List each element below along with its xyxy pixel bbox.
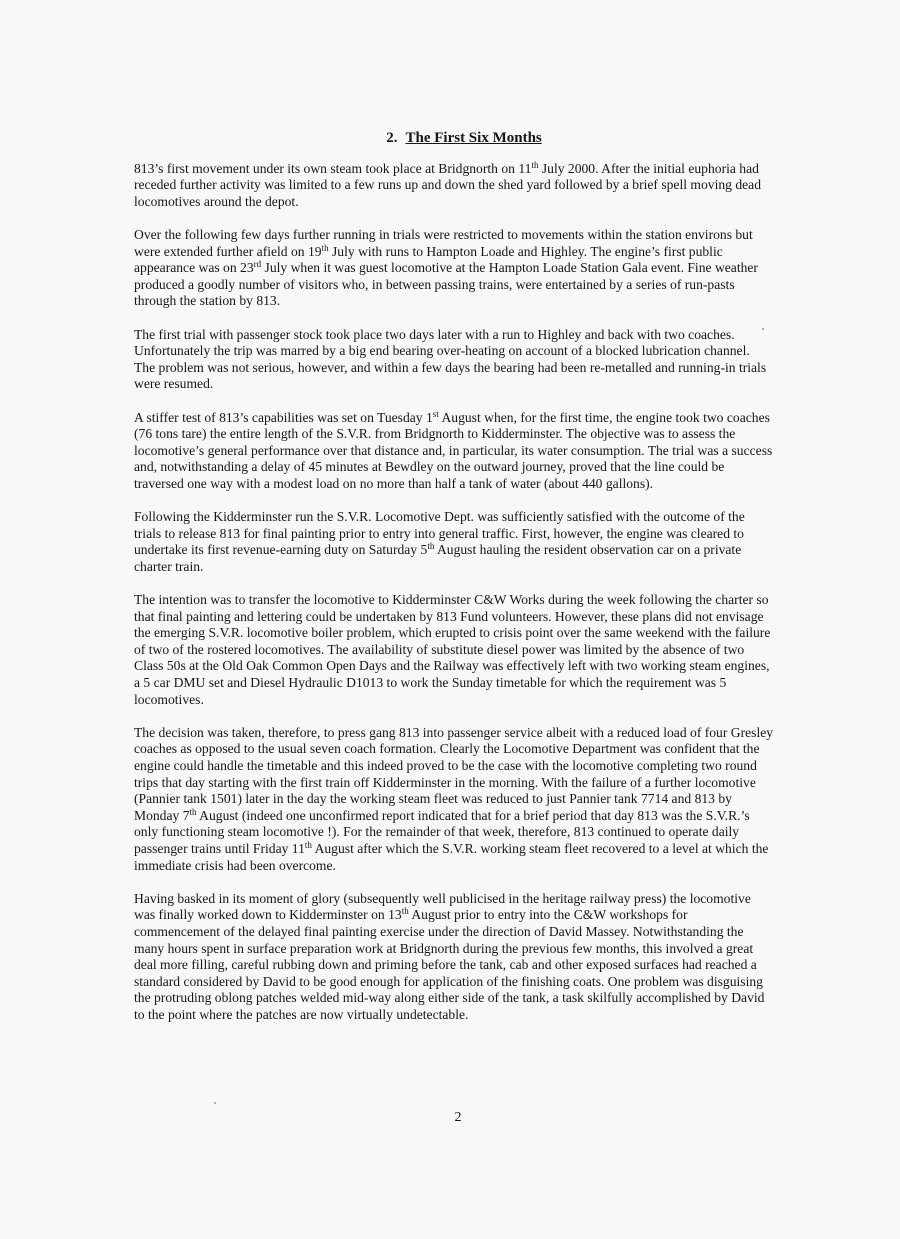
section-title: The First Six Months [405, 130, 542, 146]
text-run: The first trial with passenger stock took place two days later with a run to Highley and back with two coaches. Unfortunately the trip was marred by a big end bearing over-heating on account of a blocked lubrication channel. The problem was not serious, however, and within a few days the bearing had been re-metalled and running-in trials were resumed. [134, 326, 767, 392]
text-run: August hauling the resident observation car on a private charter train. [134, 542, 742, 574]
text-run: August (indeed one unconfirmed report indicated that for a brief period that day 813 was the S.V.R.’s only functioning steam locomotive !). For the remainder of that week, therefore, 813 continued to operate daily passenger trains until Friday 11 [134, 807, 750, 856]
text-run: The intention was to transfer the locomotive to Kidderminster C&W Works during the week following the charter so that final painting and lettering could be undertaken by 813 Fund volunteers. However, these plans did not envisage the emerging S.V.R. locomotive boiler problem, which erupted to crisis point over the same weekend with the failure of two of the rostered locomotives. The availability of substitute diesel power was limited by the absence of two Class 50s at the Old Oak Common Open Days and the Railway was effectively left with two working steam engines, a 5 car DMU set and Diesel Hydraulic D1013 to work the Sunday timetable for which the requirement was 5 locomotives. [134, 592, 771, 707]
paragraph [134, 227, 774, 310]
paragraph [134, 410, 774, 493]
paragraph [134, 725, 774, 874]
paragraph [134, 161, 774, 211]
text-run: Over the following few days further running in trials were restricted to movements within the station environs but were extended further afield on 19 [134, 226, 753, 259]
text-run: August prior to entry into the C&W workshops for commencement of the delayed final painting exercise under the direction of David Massey. Notwithstanding the many hours spent in surface preparation work at Bridgnorth during the previous few months, this involved a great deal more filling, careful rubbing down and priming before the tank, cab and other exposed surfaces had reached a standard considered by David to be good enough for application of the finishing coats. One problem was disguising the protruding oblong patches welded mid-way along either side of the tank, a task skilfully accomplished by David to the point where the patches are now virtually undetectable. [134, 907, 765, 1022]
text-run: 813’s first movement under its own steam took place at Bridgnorth on 11 [134, 160, 532, 176]
ordinal-suffix: th [321, 242, 329, 253]
page-content [134, 130, 774, 1040]
ordinal-suffix: rd [253, 259, 262, 270]
paragraph [134, 509, 774, 575]
paragraph [134, 327, 774, 393]
text-run: Having basked in its moment of glory (subsequently well publicised in the heritage railway press) the locomotive was finally worked down to Kidderminster on 13 [134, 890, 751, 923]
text-run: July 2000. After the initial euphoria had receded further activity was limited to a few runs up and down the shed yard followed by a brief spell moving dead locomotives around the depot. [134, 160, 762, 209]
section-number: 2. [386, 130, 398, 146]
ordinal-suffix: th [531, 159, 539, 170]
text-run: Following the Kidderminster run the S.V.R. Locomotive Dept. was sufficiently satisfied with the outcome of the trials to release 813 for final painting prior to entry into general traffic. First, however, the engine was cleared to undertake its first revenue-earning duty on Saturday 5 [134, 509, 745, 558]
ordinal-suffix: th [189, 806, 197, 817]
page-number: 2 [454, 1110, 462, 1125]
section-heading [134, 130, 774, 147]
scan-speck [214, 1102, 216, 1104]
text-run: July when it was guest locomotive at the Hampton Loade Station Gala event. Fine weather produced a goodly number of visitors who, in between passing trains, were entertained by a series of run-pasts through the station by 813. [134, 260, 758, 309]
paragraph [134, 891, 774, 1024]
ordinal-suffix: th [427, 541, 435, 552]
text-run: August after which the S.V.R. working steam fleet recovered to a level at which the immediate crisis had been overcome. [134, 840, 769, 873]
ordinal-suffix: th [304, 839, 312, 850]
text-run: August when, for the first time, the engine took two coaches (76 tons tare) the entire length of the S.V.R. from Bridgnorth to Kidderminster. The objective was to assess the locomotive’s general performance over that distance and, in particular, its water consumption. The trial was a success and, notwithstanding a delay of 45 minutes at Bewdley on the outward journey, proved that the line could be traversed one way with a modest load on no more than half a tank of water (about 440 gallons). [134, 409, 773, 491]
ordinal-suffix: st [432, 408, 439, 419]
ordinal-suffix: th [401, 906, 409, 917]
text-run: July with runs to Hampton Loade and Highley. The engine’s first public appearance was on 23 [134, 243, 723, 276]
paragraph [134, 592, 774, 708]
text-run: A stiffer test of 813’s capabilities was set on Tuesday 1 [134, 409, 433, 425]
scan-speck [762, 328, 764, 330]
text-run: The decision was taken, therefore, to press gang 813 into passenger service albeit with a reduced load of four Gresley coaches as opposed to the usual seven coach formation. Clearly the Locomotive Department was confident that the engine could handle the timetable and this indeed proved to be the case with the locomotive completing two round trips that day starting with the first train off Kidderminster in the morning. With the failure of a further locomotive (Pannier tank 1501) later in the day the working steam fleet was reduced to just Pannier tank 7714 and 813 by Monday 7 [134, 724, 774, 823]
